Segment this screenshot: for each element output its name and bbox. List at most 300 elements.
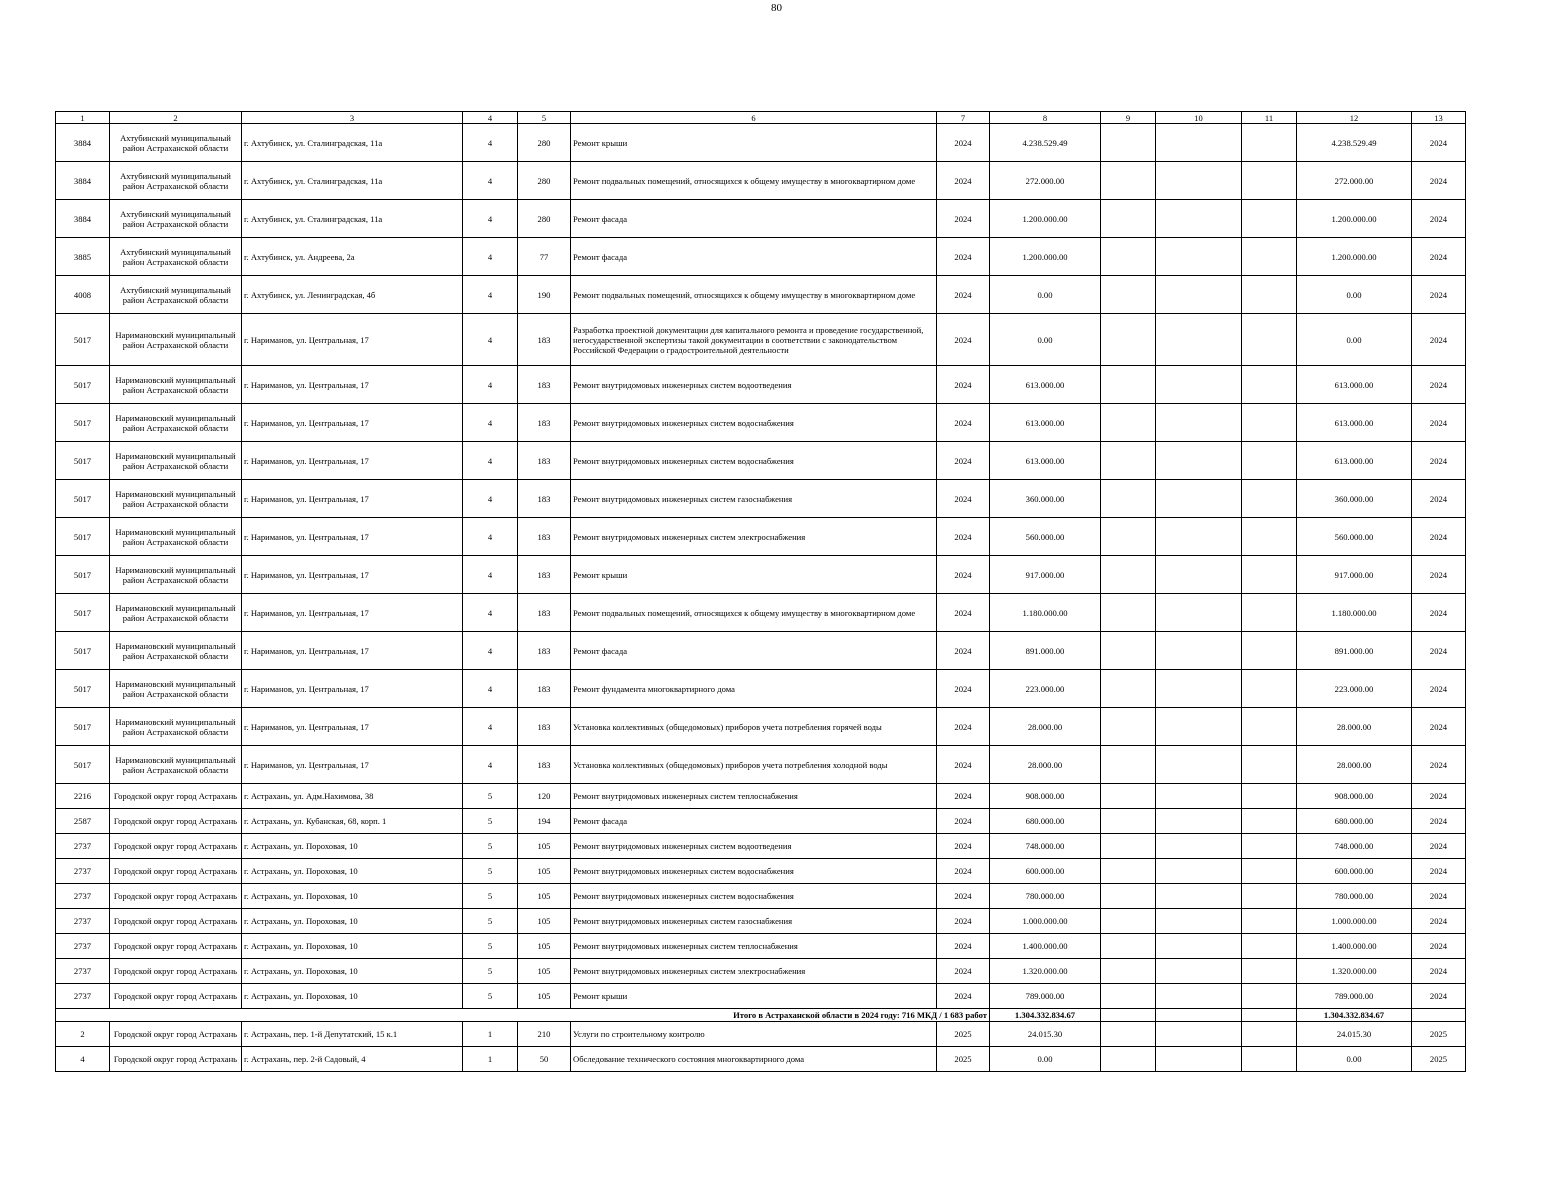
col-12-cell: 1.200.000.00 bbox=[1297, 238, 1412, 276]
col-5-cell: 210 bbox=[518, 1022, 571, 1047]
col-9-cell bbox=[1101, 834, 1156, 859]
work-type-cell: Ремонт внутридомовых инженерных систем водоснабжения bbox=[571, 442, 937, 480]
column-header: 1 bbox=[56, 112, 110, 124]
col-12-cell: 600.000.00 bbox=[1297, 859, 1412, 884]
col-12-cell: 360.000.00 bbox=[1297, 480, 1412, 518]
cost-total-cell: 223.000.00 bbox=[990, 670, 1101, 708]
year-cell: 2024 bbox=[937, 632, 990, 670]
address-cell: г. Астрахань, ул. Кубанская, 68, корп. 1 bbox=[242, 809, 463, 834]
municipality-cell: Наримановский муниципальный район Астраханской области bbox=[110, 632, 242, 670]
record-id-cell: 2737 bbox=[56, 909, 110, 934]
col-11-cell bbox=[1242, 404, 1297, 442]
col-9-cell bbox=[1101, 632, 1156, 670]
col-10-cell bbox=[1156, 366, 1242, 404]
municipality-cell: Ахтубинский муниципальный район Астраханской области bbox=[110, 276, 242, 314]
col-12-cell: 0.00 bbox=[1297, 1047, 1412, 1072]
col-5-cell: 105 bbox=[518, 859, 571, 884]
col-12-cell: 1.000.000.00 bbox=[1297, 909, 1412, 934]
cost-total-cell: 4.238.529.49 bbox=[990, 124, 1101, 162]
address-cell: г. Нариманов, ул. Центральная, 17 bbox=[242, 708, 463, 746]
col-11-cell bbox=[1242, 884, 1297, 909]
col-4-cell: 4 bbox=[463, 632, 518, 670]
col-12-cell: 780.000.00 bbox=[1297, 884, 1412, 909]
col-11-cell bbox=[1242, 670, 1297, 708]
municipality-cell: Ахтубинский муниципальный район Астраханской области bbox=[110, 200, 242, 238]
col-9-cell bbox=[1101, 556, 1156, 594]
col-13-cell: 2024 bbox=[1412, 934, 1466, 959]
work-type-cell: Ремонт внутридомовых инженерных систем водоснабжения bbox=[571, 859, 937, 884]
col-11-cell bbox=[1242, 124, 1297, 162]
table-row bbox=[56, 708, 1466, 746]
column-header: 6 bbox=[571, 112, 937, 124]
work-type-cell: Ремонт подвальных помещений, относящихся к общему имуществу в многоквартирном доме bbox=[571, 594, 937, 632]
table-row bbox=[56, 238, 1466, 276]
record-id-cell: 2587 bbox=[56, 809, 110, 834]
address-cell: г. Ахтубинск, ул. Сталинградская, 11а bbox=[242, 162, 463, 200]
record-id-cell: 2737 bbox=[56, 834, 110, 859]
col-4-cell: 4 bbox=[463, 556, 518, 594]
address-cell: г. Нариманов, ул. Центральная, 17 bbox=[242, 632, 463, 670]
col-10-cell bbox=[1156, 162, 1242, 200]
record-id-cell: 5017 bbox=[56, 518, 110, 556]
col-9-cell bbox=[1101, 746, 1156, 784]
work-type-cell: Услуги по строительному контролю bbox=[571, 1022, 937, 1047]
cost-total-cell: 1.200.000.00 bbox=[990, 200, 1101, 238]
col-5-cell: 190 bbox=[518, 276, 571, 314]
table-row bbox=[56, 200, 1466, 238]
col-12-cell: 908.000.00 bbox=[1297, 784, 1412, 809]
col-13-cell: 2024 bbox=[1412, 708, 1466, 746]
col-5-cell: 183 bbox=[518, 670, 571, 708]
col-13-cell: 2024 bbox=[1412, 884, 1466, 909]
record-id-cell: 5017 bbox=[56, 632, 110, 670]
col-5-cell: 105 bbox=[518, 984, 571, 1009]
year-cell: 2024 bbox=[937, 238, 990, 276]
address-cell: г. Ахтубинск, ул. Андреева, 2а bbox=[242, 238, 463, 276]
address-cell: г. Астрахань, ул. Адм.Нахимова, 38 bbox=[242, 784, 463, 809]
cost-total-cell: 560.000.00 bbox=[990, 518, 1101, 556]
col-9-cell bbox=[1101, 984, 1156, 1009]
col-13-cell: 2024 bbox=[1412, 784, 1466, 809]
col-13-cell: 2024 bbox=[1412, 442, 1466, 480]
address-cell: г. Астрахань, ул. Пороховая, 10 bbox=[242, 984, 463, 1009]
col-11-cell bbox=[1242, 632, 1297, 670]
year-cell: 2024 bbox=[937, 442, 990, 480]
col-11-cell bbox=[1242, 984, 1297, 1009]
record-id-cell: 5017 bbox=[56, 480, 110, 518]
year-cell: 2024 bbox=[937, 670, 990, 708]
col-4-cell: 5 bbox=[463, 959, 518, 984]
work-type-cell: Ремонт крыши bbox=[571, 984, 937, 1009]
col-5-cell: 120 bbox=[518, 784, 571, 809]
record-id-cell: 5017 bbox=[56, 442, 110, 480]
column-header: 12 bbox=[1297, 112, 1412, 124]
table-row bbox=[56, 276, 1466, 314]
municipality-cell: Наримановский муниципальный район Астраханской области bbox=[110, 518, 242, 556]
work-type-cell: Ремонт фундамента многоквартирного дома bbox=[571, 670, 937, 708]
table-row bbox=[56, 670, 1466, 708]
table-row bbox=[56, 404, 1466, 442]
total-row bbox=[56, 1009, 1466, 1022]
col-10-cell bbox=[1156, 1022, 1242, 1047]
col-5-cell: 50 bbox=[518, 1047, 571, 1072]
table-row bbox=[56, 746, 1466, 784]
work-type-cell: Ремонт внутридомовых инженерных систем водоотведения bbox=[571, 366, 937, 404]
table-row bbox=[56, 124, 1466, 162]
col-11-cell bbox=[1242, 909, 1297, 934]
total-empty bbox=[1101, 1009, 1156, 1022]
table-row bbox=[56, 442, 1466, 480]
year-cell: 2024 bbox=[937, 556, 990, 594]
work-type-cell: Ремонт внутридомовых инженерных систем электроснабжения bbox=[571, 959, 937, 984]
municipality-cell: Наримановский муниципальный район Астраханской области bbox=[110, 366, 242, 404]
cost-total-cell: 24.015.30 bbox=[990, 1022, 1101, 1047]
table-row bbox=[56, 556, 1466, 594]
record-id-cell: 2737 bbox=[56, 959, 110, 984]
col-11-cell bbox=[1242, 708, 1297, 746]
year-cell: 2024 bbox=[937, 784, 990, 809]
work-type-cell: Ремонт внутридомовых инженерных систем электроснабжения bbox=[571, 518, 937, 556]
col-12-cell: 28.000.00 bbox=[1297, 746, 1412, 784]
capital-repair-table bbox=[55, 111, 1466, 1072]
col-4-cell: 5 bbox=[463, 859, 518, 884]
col-11-cell bbox=[1242, 238, 1297, 276]
cost-total-cell: 360.000.00 bbox=[990, 480, 1101, 518]
col-5-cell: 105 bbox=[518, 909, 571, 934]
year-cell: 2025 bbox=[937, 1022, 990, 1047]
col-5-cell: 280 bbox=[518, 200, 571, 238]
col-5-cell: 183 bbox=[518, 556, 571, 594]
col-10-cell bbox=[1156, 124, 1242, 162]
cost-total-cell: 1.320.000.00 bbox=[990, 959, 1101, 984]
address-cell: г. Астрахань, ул. Пороховая, 10 bbox=[242, 859, 463, 884]
column-header: 13 bbox=[1412, 112, 1466, 124]
col-5-cell: 183 bbox=[518, 518, 571, 556]
work-type-cell: Ремонт подвальных помещений, относящихся к общему имуществу в многоквартирном доме bbox=[571, 162, 937, 200]
col-12-cell: 613.000.00 bbox=[1297, 404, 1412, 442]
address-cell: г. Нариманов, ул. Центральная, 17 bbox=[242, 314, 463, 366]
col-10-cell bbox=[1156, 404, 1242, 442]
col-9-cell bbox=[1101, 314, 1156, 366]
municipality-cell: Наримановский муниципальный район Астраханской области bbox=[110, 314, 242, 366]
record-id-cell: 5017 bbox=[56, 594, 110, 632]
municipality-cell: Городской округ город Астрахань bbox=[110, 784, 242, 809]
col-10-cell bbox=[1156, 834, 1242, 859]
col-9-cell bbox=[1101, 708, 1156, 746]
work-type-cell: Ремонт фасада bbox=[571, 238, 937, 276]
col-12-cell: 680.000.00 bbox=[1297, 809, 1412, 834]
col-5-cell: 183 bbox=[518, 632, 571, 670]
record-id-cell: 3885 bbox=[56, 238, 110, 276]
col-10-cell bbox=[1156, 784, 1242, 809]
col-12-cell: 560.000.00 bbox=[1297, 518, 1412, 556]
record-id-cell: 2737 bbox=[56, 934, 110, 959]
column-header: 9 bbox=[1101, 112, 1156, 124]
year-cell: 2024 bbox=[937, 984, 990, 1009]
address-cell: г. Астрахань, ул. Пороховая, 10 bbox=[242, 834, 463, 859]
col-11-cell bbox=[1242, 162, 1297, 200]
work-type-cell: Ремонт фасада bbox=[571, 809, 937, 834]
year-cell: 2024 bbox=[937, 314, 990, 366]
total-empty bbox=[1242, 1009, 1297, 1022]
col-10-cell bbox=[1156, 594, 1242, 632]
col-4-cell: 1 bbox=[463, 1047, 518, 1072]
year-cell: 2024 bbox=[937, 480, 990, 518]
cost-total-cell: 1.200.000.00 bbox=[990, 238, 1101, 276]
table-row bbox=[56, 314, 1466, 366]
column-header: 5 bbox=[518, 112, 571, 124]
col-5-cell: 183 bbox=[518, 366, 571, 404]
col-11-cell bbox=[1242, 200, 1297, 238]
record-id-cell: 3884 bbox=[56, 162, 110, 200]
col-5-cell: 105 bbox=[518, 934, 571, 959]
cost-total-cell: 28.000.00 bbox=[990, 708, 1101, 746]
municipality-cell: Ахтубинский муниципальный район Астраханской области bbox=[110, 162, 242, 200]
work-type-cell: Установка коллективных (общедомовых) приборов учета потребления горячей воды bbox=[571, 708, 937, 746]
col-10-cell bbox=[1156, 859, 1242, 884]
table-row bbox=[56, 632, 1466, 670]
col-4-cell: 4 bbox=[463, 708, 518, 746]
record-id-cell: 5017 bbox=[56, 314, 110, 366]
col-13-cell: 2024 bbox=[1412, 404, 1466, 442]
col-5-cell: 105 bbox=[518, 884, 571, 909]
municipality-cell: Ахтубинский муниципальный район Астраханской области bbox=[110, 124, 242, 162]
col-5-cell: 183 bbox=[518, 708, 571, 746]
col-4-cell: 4 bbox=[463, 746, 518, 784]
address-cell: г. Нариманов, ул. Центральная, 17 bbox=[242, 404, 463, 442]
record-id-cell: 3884 bbox=[56, 124, 110, 162]
col-4-cell: 4 bbox=[463, 442, 518, 480]
total-value: 1.304.332.834.67 bbox=[990, 1009, 1101, 1022]
record-id-cell: 5017 bbox=[56, 556, 110, 594]
address-cell: г. Астрахань, ул. Пороховая, 10 bbox=[242, 959, 463, 984]
col-4-cell: 5 bbox=[463, 784, 518, 809]
col-4-cell: 4 bbox=[463, 480, 518, 518]
cost-total-cell: 780.000.00 bbox=[990, 884, 1101, 909]
col-9-cell bbox=[1101, 959, 1156, 984]
col-11-cell bbox=[1242, 1047, 1297, 1072]
col-12-cell: 789.000.00 bbox=[1297, 984, 1412, 1009]
col-4-cell: 5 bbox=[463, 834, 518, 859]
work-type-cell: Ремонт внутридомовых инженерных систем газоснабжения bbox=[571, 480, 937, 518]
table-row bbox=[56, 784, 1466, 809]
col-5-cell: 105 bbox=[518, 959, 571, 984]
col-9-cell bbox=[1101, 276, 1156, 314]
column-header: 7 bbox=[937, 112, 990, 124]
municipality-cell: Наримановский муниципальный район Астраханской области bbox=[110, 746, 242, 784]
col-4-cell: 4 bbox=[463, 162, 518, 200]
address-cell: г. Ахтубинск, ул. Сталинградская, 11а bbox=[242, 200, 463, 238]
col-11-cell bbox=[1242, 809, 1297, 834]
col-12-cell: 1.400.000.00 bbox=[1297, 934, 1412, 959]
col-4-cell: 4 bbox=[463, 594, 518, 632]
col-12-cell: 24.015.30 bbox=[1297, 1022, 1412, 1047]
cost-total-cell: 613.000.00 bbox=[990, 442, 1101, 480]
table-row bbox=[56, 859, 1466, 884]
municipality-cell: Наримановский муниципальный район Астраханской области bbox=[110, 594, 242, 632]
col-12-cell: 272.000.00 bbox=[1297, 162, 1412, 200]
total-value: 1.304.332.834.67 bbox=[1297, 1009, 1412, 1022]
col-10-cell bbox=[1156, 670, 1242, 708]
col-4-cell: 4 bbox=[463, 124, 518, 162]
record-id-cell: 4008 bbox=[56, 276, 110, 314]
municipality-cell: Наримановский муниципальный район Астраханской области bbox=[110, 404, 242, 442]
municipality-cell: Наримановский муниципальный район Астраханской области bbox=[110, 708, 242, 746]
col-9-cell bbox=[1101, 1022, 1156, 1047]
table-row bbox=[56, 518, 1466, 556]
address-cell: г. Нариманов, ул. Центральная, 17 bbox=[242, 746, 463, 784]
col-10-cell bbox=[1156, 200, 1242, 238]
col-11-cell bbox=[1242, 480, 1297, 518]
col-4-cell: 4 bbox=[463, 404, 518, 442]
record-id-cell: 2 bbox=[56, 1022, 110, 1047]
col-10-cell bbox=[1156, 442, 1242, 480]
record-id-cell: 4 bbox=[56, 1047, 110, 1072]
total-empty bbox=[1156, 1009, 1242, 1022]
cost-total-cell: 891.000.00 bbox=[990, 632, 1101, 670]
col-12-cell: 917.000.00 bbox=[1297, 556, 1412, 594]
col-9-cell bbox=[1101, 859, 1156, 884]
cost-total-cell: 1.400.000.00 bbox=[990, 934, 1101, 959]
column-header: 10 bbox=[1156, 112, 1242, 124]
year-cell: 2024 bbox=[937, 859, 990, 884]
col-13-cell: 2024 bbox=[1412, 480, 1466, 518]
record-id-cell: 2737 bbox=[56, 859, 110, 884]
col-10-cell bbox=[1156, 708, 1242, 746]
work-type-cell: Ремонт крыши bbox=[571, 124, 937, 162]
cost-total-cell: 748.000.00 bbox=[990, 834, 1101, 859]
cost-total-cell: 1.000.000.00 bbox=[990, 909, 1101, 934]
col-13-cell: 2024 bbox=[1412, 959, 1466, 984]
col-10-cell bbox=[1156, 984, 1242, 1009]
address-cell: г. Нариманов, ул. Центральная, 17 bbox=[242, 442, 463, 480]
col-4-cell: 5 bbox=[463, 984, 518, 1009]
work-type-cell: Установка коллективных (общедомовых) приборов учета потребления холодной воды bbox=[571, 746, 937, 784]
municipality-cell: Городской округ город Астрахань bbox=[110, 834, 242, 859]
work-type-cell: Ремонт внутридомовых инженерных систем водоотведения bbox=[571, 834, 937, 859]
col-9-cell bbox=[1101, 442, 1156, 480]
col-9-cell bbox=[1101, 162, 1156, 200]
col-12-cell: 223.000.00 bbox=[1297, 670, 1412, 708]
cost-total-cell: 917.000.00 bbox=[990, 556, 1101, 594]
address-cell: г. Астрахань, пер. 1-й Депутатский, 15 к.1 bbox=[242, 1022, 463, 1047]
col-9-cell bbox=[1101, 1047, 1156, 1072]
work-type-cell: Ремонт подвальных помещений, относящихся к общему имуществу в многоквартирном доме bbox=[571, 276, 937, 314]
col-13-cell: 2025 bbox=[1412, 1047, 1466, 1072]
work-type-cell: Разработка проектной документации для капитального ремонта и проведение государственной, негосударственной экспертизы такой документации в соответствии с законодательством Российской Федерации о градостроительной деятельности bbox=[571, 314, 937, 366]
col-11-cell bbox=[1242, 276, 1297, 314]
col-12-cell: 748.000.00 bbox=[1297, 834, 1412, 859]
work-type-cell: Ремонт внутридомовых инженерных систем водоснабжения bbox=[571, 404, 937, 442]
table-row bbox=[56, 934, 1466, 959]
col-11-cell bbox=[1242, 746, 1297, 784]
work-type-cell: Ремонт внутридомовых инженерных систем теплоснабжения bbox=[571, 934, 937, 959]
col-5-cell: 183 bbox=[518, 746, 571, 784]
year-cell: 2024 bbox=[937, 276, 990, 314]
col-11-cell bbox=[1242, 934, 1297, 959]
municipality-cell: Наримановский муниципальный район Астраханской области bbox=[110, 556, 242, 594]
year-cell: 2024 bbox=[937, 834, 990, 859]
table-row bbox=[56, 909, 1466, 934]
cost-total-cell: 272.000.00 bbox=[990, 162, 1101, 200]
col-9-cell bbox=[1101, 404, 1156, 442]
cost-total-cell: 0.00 bbox=[990, 1047, 1101, 1072]
cost-total-cell: 680.000.00 bbox=[990, 809, 1101, 834]
col-11-cell bbox=[1242, 556, 1297, 594]
col-12-cell: 0.00 bbox=[1297, 314, 1412, 366]
col-13-cell: 2024 bbox=[1412, 809, 1466, 834]
column-header: 2 bbox=[110, 112, 242, 124]
year-cell: 2024 bbox=[937, 959, 990, 984]
col-13-cell: 2024 bbox=[1412, 124, 1466, 162]
municipality-cell: Городской округ город Астрахань bbox=[110, 859, 242, 884]
col-13-cell: 2024 bbox=[1412, 670, 1466, 708]
address-cell: г. Нариманов, ул. Центральная, 17 bbox=[242, 670, 463, 708]
municipality-cell: Наримановский муниципальный район Астраханской области bbox=[110, 442, 242, 480]
table-row bbox=[56, 959, 1466, 984]
year-cell: 2024 bbox=[937, 404, 990, 442]
municipality-cell: Городской округ город Астрахань bbox=[110, 1022, 242, 1047]
col-4-cell: 5 bbox=[463, 884, 518, 909]
col-13-cell: 2024 bbox=[1412, 859, 1466, 884]
col-13-cell: 2024 bbox=[1412, 366, 1466, 404]
col-4-cell: 4 bbox=[463, 518, 518, 556]
cost-total-cell: 908.000.00 bbox=[990, 784, 1101, 809]
col-12-cell: 28.000.00 bbox=[1297, 708, 1412, 746]
col-4-cell: 4 bbox=[463, 314, 518, 366]
col-12-cell: 4.238.529.49 bbox=[1297, 124, 1412, 162]
col-13-cell: 2024 bbox=[1412, 594, 1466, 632]
address-cell: г. Астрахань, пер. 2-й Садовый, 4 bbox=[242, 1047, 463, 1072]
col-11-cell bbox=[1242, 594, 1297, 632]
col-13-cell: 2024 bbox=[1412, 314, 1466, 366]
col-11-cell bbox=[1242, 859, 1297, 884]
cost-total-cell: 600.000.00 bbox=[990, 859, 1101, 884]
work-type-cell: Ремонт внутридомовых инженерных систем газоснабжения bbox=[571, 909, 937, 934]
col-11-cell bbox=[1242, 314, 1297, 366]
col-4-cell: 5 bbox=[463, 809, 518, 834]
total-label: Итого в Астраханской области в 2024 году: 716 МКД / 1 683 работ bbox=[56, 1009, 990, 1022]
col-10-cell bbox=[1156, 909, 1242, 934]
col-13-cell: 2024 bbox=[1412, 556, 1466, 594]
col-12-cell: 1.180.000.00 bbox=[1297, 594, 1412, 632]
municipality-cell: Городской округ город Астрахань bbox=[110, 984, 242, 1009]
col-5-cell: 183 bbox=[518, 594, 571, 632]
column-header: 8 bbox=[990, 112, 1101, 124]
col-13-cell: 2024 bbox=[1412, 238, 1466, 276]
table-row bbox=[56, 1022, 1466, 1047]
municipality-cell: Ахтубинский муниципальный район Астраханской области bbox=[110, 238, 242, 276]
col-10-cell bbox=[1156, 480, 1242, 518]
address-cell: г. Ахтубинск, ул. Ленинградская, 4б bbox=[242, 276, 463, 314]
cost-total-cell: 789.000.00 bbox=[990, 984, 1101, 1009]
record-id-cell: 2737 bbox=[56, 984, 110, 1009]
col-5-cell: 280 bbox=[518, 162, 571, 200]
col-5-cell: 194 bbox=[518, 809, 571, 834]
table-row bbox=[56, 480, 1466, 518]
table-row bbox=[56, 809, 1466, 834]
col-11-cell bbox=[1242, 959, 1297, 984]
address-cell: г. Нариманов, ул. Центральная, 17 bbox=[242, 518, 463, 556]
table-row bbox=[56, 834, 1466, 859]
col-9-cell bbox=[1101, 809, 1156, 834]
municipality-cell: Наримановский муниципальный район Астраханской области bbox=[110, 480, 242, 518]
address-cell: г. Астрахань, ул. Пороховая, 10 bbox=[242, 934, 463, 959]
record-id-cell: 2216 bbox=[56, 784, 110, 809]
col-13-cell: 2025 bbox=[1412, 1022, 1466, 1047]
col-11-cell bbox=[1242, 366, 1297, 404]
year-cell: 2024 bbox=[937, 909, 990, 934]
